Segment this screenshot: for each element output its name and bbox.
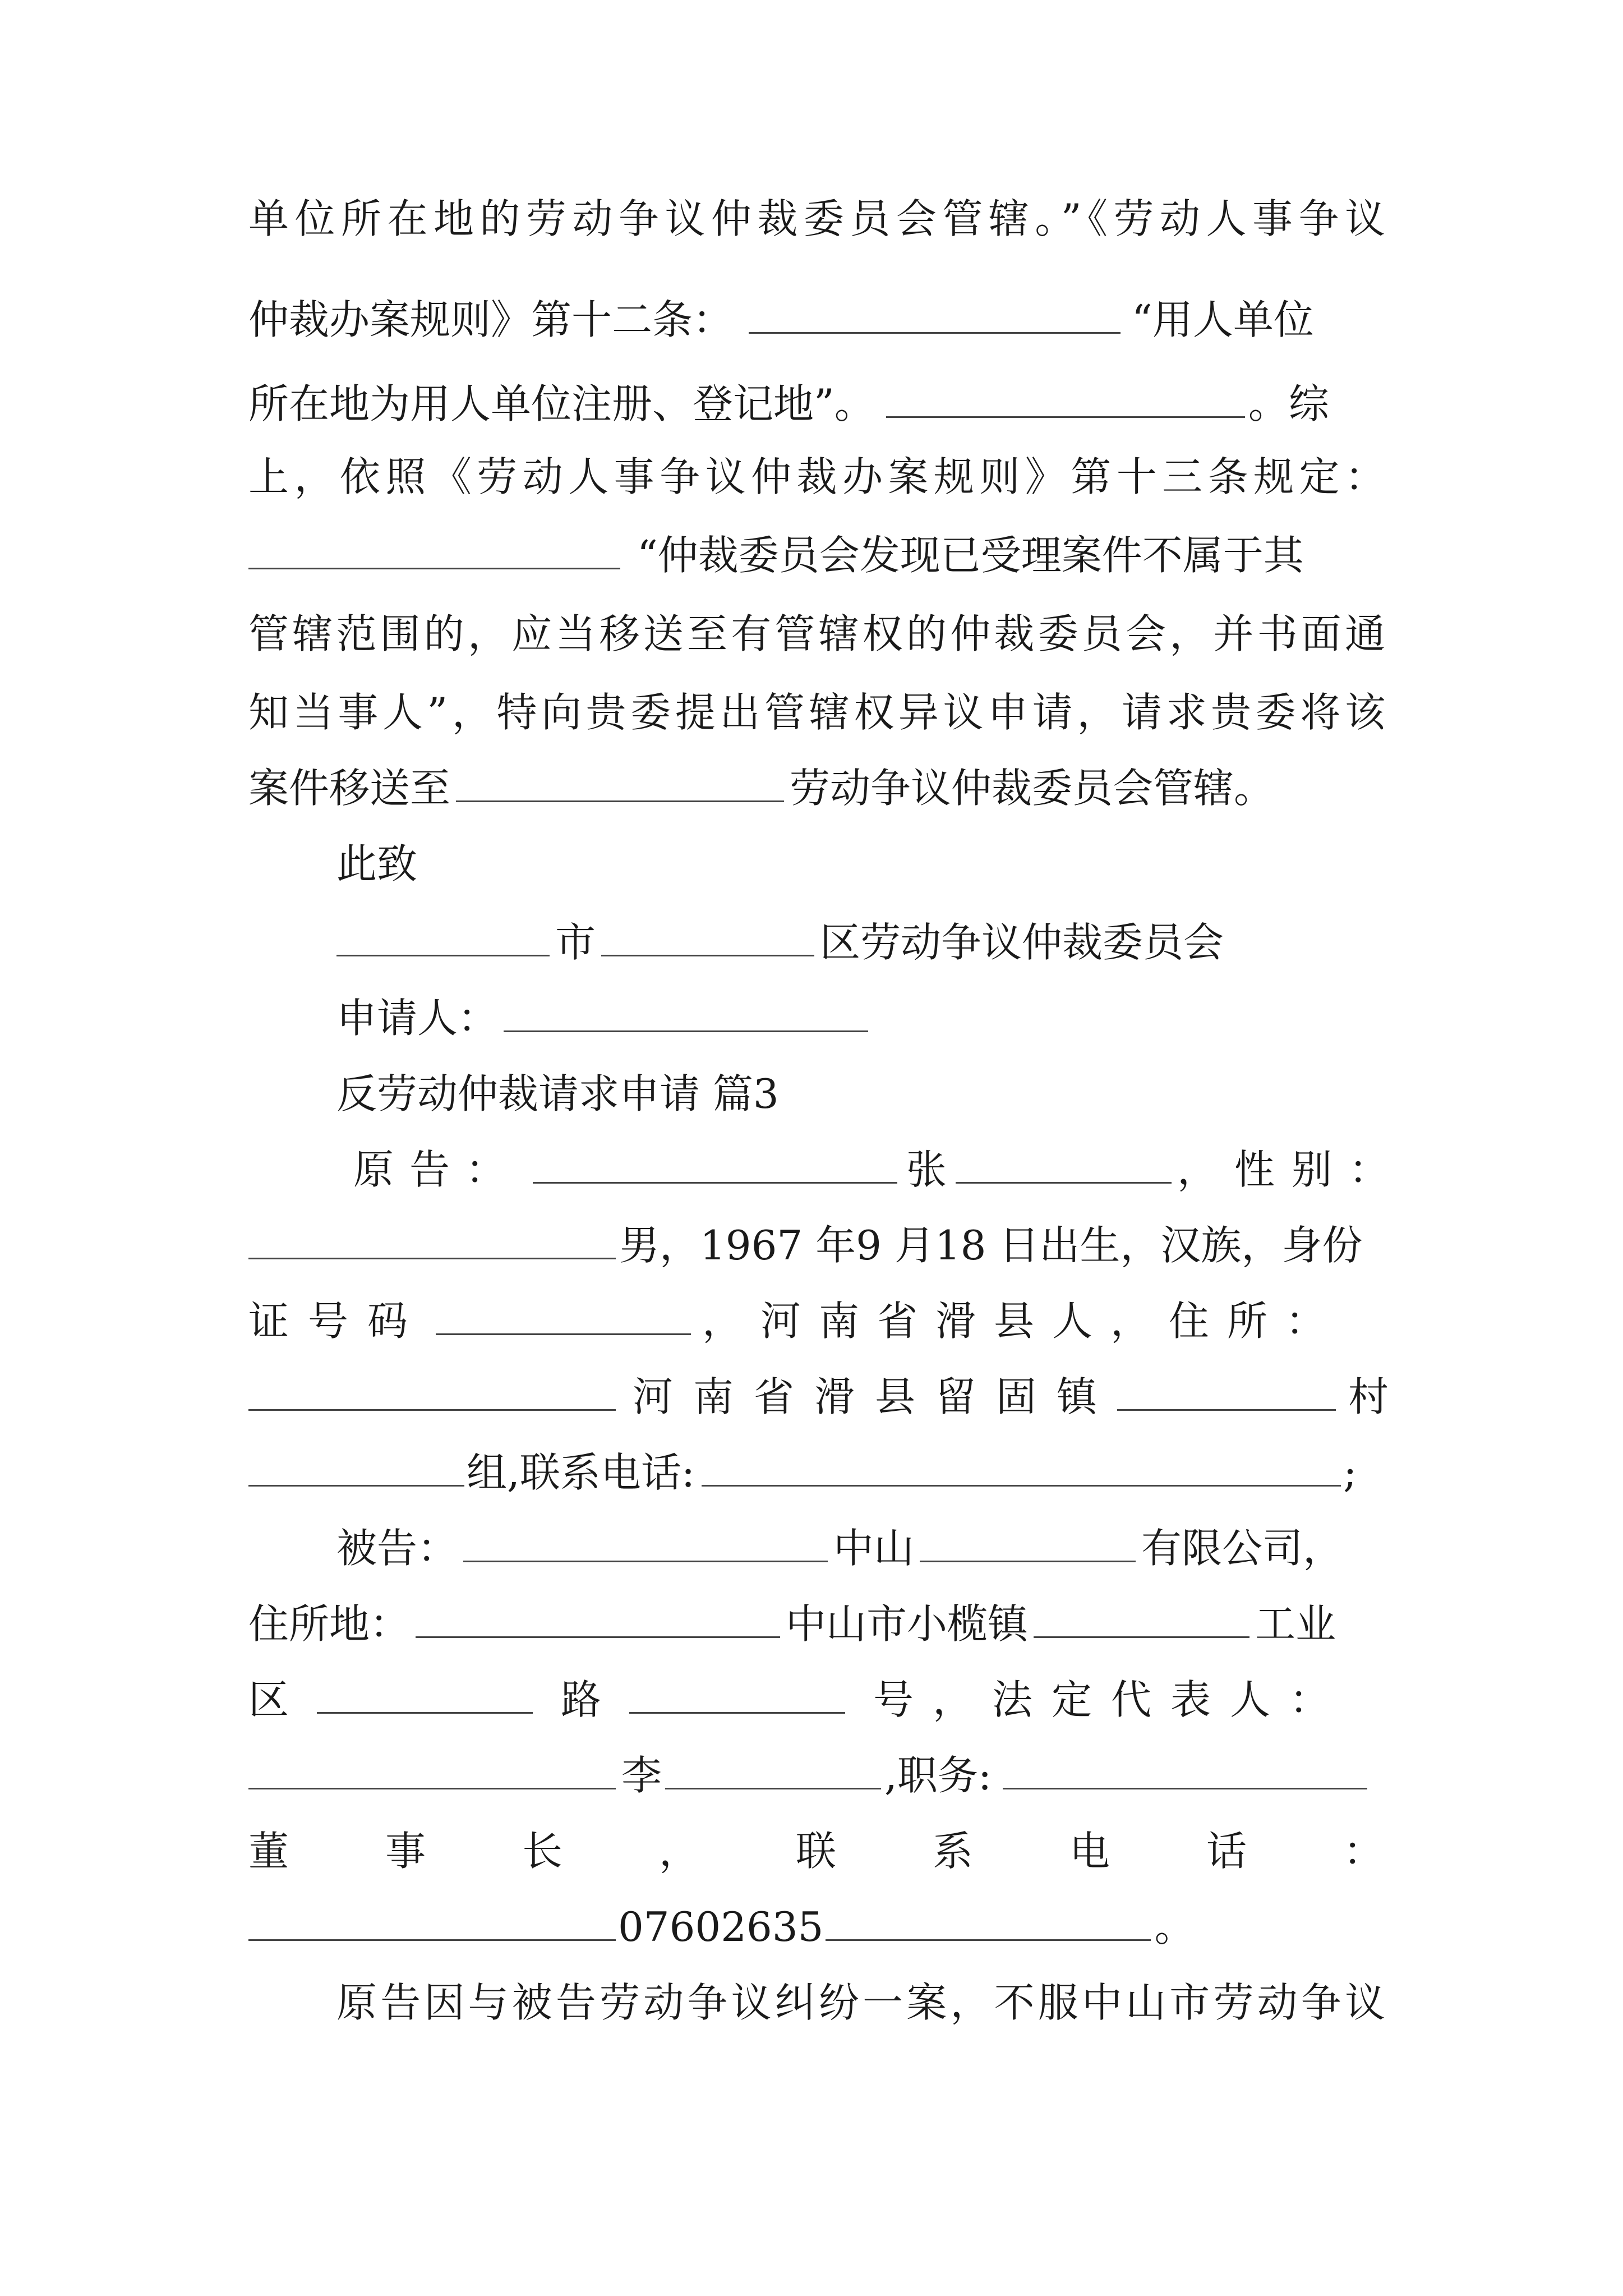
text-segment: 董事长，联系电话： <box>248 1828 1481 1875</box>
blank-field[interactable] <box>533 1147 897 1184</box>
blank-field[interactable] <box>1003 1753 1367 1789</box>
closing-salutation <box>336 836 417 892</box>
blank-field[interactable] <box>1034 1602 1249 1638</box>
text-segment: 上，依照《劳动人事争议仲裁办案规则》第十三条规定： <box>248 453 1385 500</box>
text-segment: “仲裁委员会发现已受理案件不属于其 <box>637 532 1304 579</box>
text-segment: 路 <box>561 1676 602 1723</box>
section-heading <box>336 1066 779 1122</box>
paragraph-line <box>248 606 1385 662</box>
blank-field[interactable] <box>248 533 620 569</box>
text-segment: 市 <box>555 919 596 966</box>
text-segment: 区 <box>248 1676 289 1723</box>
text-segment: ,职务: <box>884 1752 992 1799</box>
text-segment: 所在地为用人单位注册、登记地”。 <box>248 380 875 427</box>
text-segment: 原告因与被告劳动争议纠纷一案，不服中山市劳动争议 <box>336 1979 1385 2026</box>
text-segment: 劳动争议仲裁委员会管辖。 <box>790 765 1275 812</box>
text-segment: 案件移送至 <box>248 765 451 812</box>
text-segment: 张 <box>906 1146 947 1193</box>
text-segment: 07602635 <box>618 1903 824 1950</box>
text-segment: 被告： <box>336 1525 458 1572</box>
text-segment: 河南省滑县留固镇 <box>633 1373 1118 1420</box>
blank-field[interactable] <box>248 1374 616 1411</box>
blank-field[interactable] <box>317 1677 533 1714</box>
text-segment: ，河南省滑县人，住所： <box>702 1297 1344 1345</box>
text-segment: 。 <box>1154 1903 1195 1950</box>
paragraph-line <box>248 1369 1389 1425</box>
text-segment: 管辖范围的，应当移送至有管辖权的仲裁委员会，并书面通 <box>248 610 1385 657</box>
paragraph-line <box>248 1596 1385 1652</box>
text-segment: 。综 <box>1248 380 1329 427</box>
blank-field[interactable] <box>1117 1374 1336 1411</box>
text-segment: 仲裁办案规则》第十二条： <box>248 296 734 343</box>
text-segment: 有限公司， <box>1141 1525 1344 1572</box>
paragraph-line <box>248 760 1385 816</box>
blank-field[interactable] <box>248 1223 616 1259</box>
text-segment: “用人单位 <box>1132 296 1314 343</box>
text-segment: 区劳动争议仲裁委员会 <box>820 919 1224 966</box>
defendant-line <box>336 1520 1343 1576</box>
text-segment: 证号码 <box>248 1297 427 1345</box>
blank-field[interactable] <box>463 1526 828 1562</box>
blank-field[interactable] <box>248 1904 616 1941</box>
paragraph-line <box>248 1747 1385 1803</box>
text-segment: ，性别： <box>1177 1146 1407 1193</box>
text-segment: 中山 <box>833 1525 915 1572</box>
paragraph-line <box>248 1293 1385 1349</box>
blank-field[interactable] <box>665 1753 881 1789</box>
paragraph-line <box>248 527 1385 583</box>
text-segment: 住所地： <box>248 1600 411 1648</box>
text-segment: 知当事人”，特向贵委提出管辖权异议申请，请求贵委将该 <box>248 689 1385 736</box>
text-segment: 组,联系电话: <box>467 1449 695 1496</box>
blank-field[interactable] <box>629 1677 845 1714</box>
applicant-line <box>336 990 868 1046</box>
paragraph-line <box>248 1444 1385 1501</box>
text-segment: 中山市小榄镇 <box>786 1600 1029 1648</box>
blank-field[interactable] <box>601 920 814 956</box>
blank-field[interactable] <box>504 996 868 1032</box>
paragraph-line <box>248 1672 1385 1728</box>
plaintiff-line <box>353 1142 1407 1198</box>
paragraph-line <box>248 292 1385 348</box>
blank-field[interactable] <box>436 1299 691 1335</box>
text-segment: ; <box>1343 1449 1357 1496</box>
blank-field[interactable] <box>416 1602 780 1638</box>
blank-field[interactable] <box>956 1147 1172 1184</box>
paragraph-line <box>248 684 1385 740</box>
paragraph-line <box>336 1975 1385 2031</box>
blank-field[interactable] <box>702 1450 1341 1487</box>
text-segment: 李 <box>621 1752 662 1799</box>
paragraph-line <box>248 449 1385 505</box>
text-segment: 申请人： <box>336 995 499 1042</box>
text-segment: 反劳动仲裁请求申请 篇3 <box>336 1070 779 1117</box>
paragraph-line <box>248 1899 1385 1955</box>
text-segment: 单位所在地的劳动争议仲裁委员会管辖。”《劳动人事争议 <box>248 195 1385 242</box>
blank-field[interactable] <box>826 1904 1151 1941</box>
text-segment: 号，法定代表人： <box>873 1676 1349 1723</box>
blank-field[interactable] <box>920 1526 1136 1562</box>
paragraph-line <box>248 1823 1481 1879</box>
blank-field[interactable] <box>248 1450 464 1487</box>
paragraph-line <box>248 376 1385 432</box>
text-segment: 原告： <box>353 1146 522 1193</box>
blank-field[interactable] <box>336 920 550 956</box>
text-segment: 工业 <box>1255 1600 1336 1648</box>
blank-field[interactable] <box>886 381 1245 418</box>
blank-field[interactable] <box>456 766 784 802</box>
blank-field[interactable] <box>749 297 1121 334</box>
paragraph-line <box>248 1217 1385 1273</box>
text-segment: 男，1967 年9 月18 日出生，汉族，身份 <box>619 1222 1363 1269</box>
addressee-line <box>336 914 1224 970</box>
blank-field[interactable] <box>248 1753 616 1789</box>
text-segment: 此致 <box>336 840 418 887</box>
paragraph-line <box>248 191 1385 247</box>
text-segment: 村 <box>1348 1373 1389 1420</box>
